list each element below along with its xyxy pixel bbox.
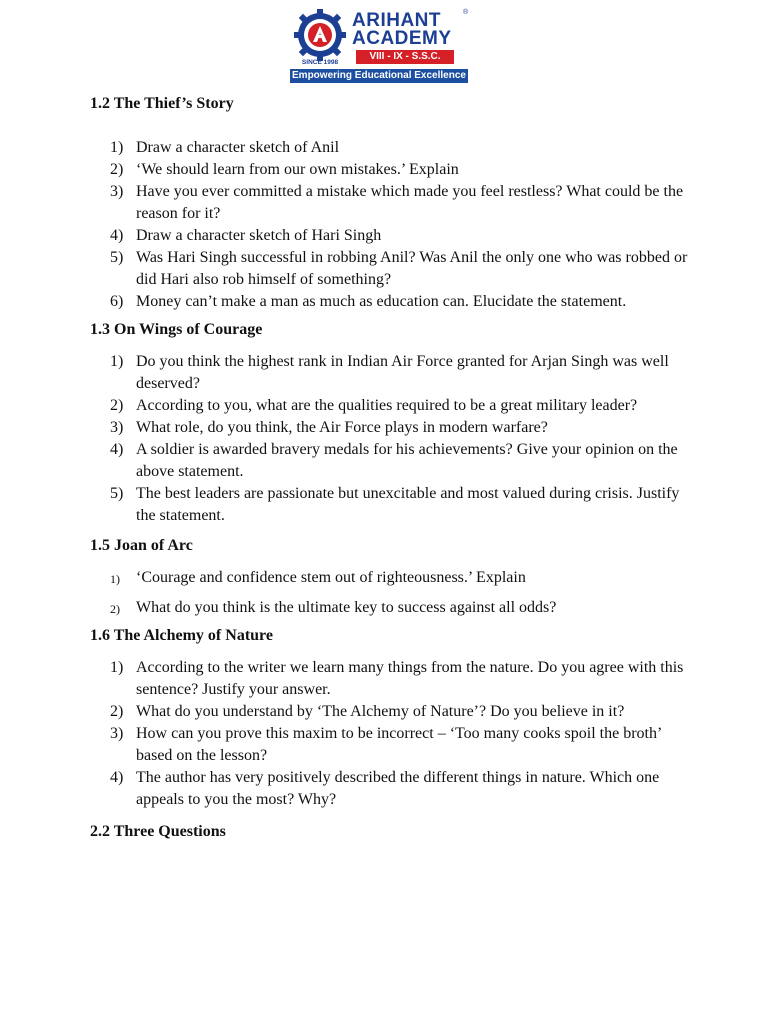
logo-grades-badge: VIII - IX - S.S.C.	[356, 50, 454, 64]
section-three-questions	[90, 821, 690, 843]
question-content	[90, 93, 690, 843]
section-heading: 1.6 The Alchemy of Nature	[90, 627, 273, 644]
question-list	[90, 657, 690, 811]
question-item: 5) Was Hari Singh successful in robbing Anil? Was Anil the only one who was robbed or did Hari also rob himself of something?	[110, 249, 688, 288]
registered-mark: ®	[463, 9, 469, 16]
question-item: 2) What do you understand by ‘The Alchemy of Nature’? Do you believe in it?	[110, 703, 625, 720]
section-thiefs-story	[90, 93, 690, 313]
question-item: 2) ‘We should learn from our own mistakes.’ Explain	[110, 161, 459, 178]
section-heading: 1.2 The Thief’s Story	[90, 95, 234, 112]
section-on-wings-of-courage	[90, 319, 690, 527]
section-heading: 1.5 Joan of Arc	[90, 537, 193, 554]
question-item: 1) According to the writer we learn many things from the nature. Do you agree with this sentence? Justify your answer.	[110, 659, 684, 698]
question-list	[90, 137, 690, 313]
logo-brand-line1: ARIHANT	[352, 10, 441, 31]
section-joan-of-arc	[90, 535, 690, 619]
arihant-academy-logo	[290, 8, 470, 84]
question-item: 1) ‘Courage and confidence stem out of righteousness.’ Explain	[110, 569, 526, 586]
question-item: 1) Do you think the highest rank in Indian Air Force granted for Arjan Singh was well deserved?	[110, 353, 669, 392]
question-item: 2) What do you think is the ultimate key to success against all odds?	[110, 599, 557, 616]
question-item: 4) Draw a character sketch of Hari Singh	[110, 227, 382, 244]
question-list	[90, 351, 690, 527]
logo-since-text: SINCE 1998	[301, 59, 339, 66]
question-item: 4) The author has very positively described the different things in nature. Which one appeals to you the most? Why?	[110, 769, 660, 808]
question-item: 4) A soldier is awarded bravery medals for his achievements? Give your opinion on the above statement.	[110, 441, 678, 480]
question-item: 6) Money can’t make a man as much as education can. Elucidate the statement.	[110, 293, 627, 310]
question-item: 3) How can you prove this maxim to be incorrect – ‘Too many cooks spoil the broth’ based on the lesson?	[110, 725, 662, 764]
question-item: 3) What role, do you think, the Air Force plays in modern warfare?	[110, 419, 548, 436]
question-item: 3) Have you ever committed a mistake which made you feel restless? What could be the reason for it?	[110, 183, 684, 222]
logo-tagline: Empowering Educational Excellence	[290, 69, 468, 83]
section-heading: 1.3 On Wings of Courage	[90, 321, 263, 338]
question-list	[90, 567, 690, 619]
question-item: 2) According to you, what are the qualities required to be a great military leader?	[110, 397, 638, 414]
section-heading: 2.2 Three Questions	[90, 823, 226, 840]
section-alchemy-of-nature	[90, 625, 690, 811]
logo-brand-line2: ACADEMY	[352, 28, 452, 49]
question-item: 1) Draw a character sketch of Anil	[110, 139, 340, 156]
question-item: 5) The best leaders are passionate but unexcitable and most valued during crisis. Justify the statement.	[110, 485, 680, 524]
